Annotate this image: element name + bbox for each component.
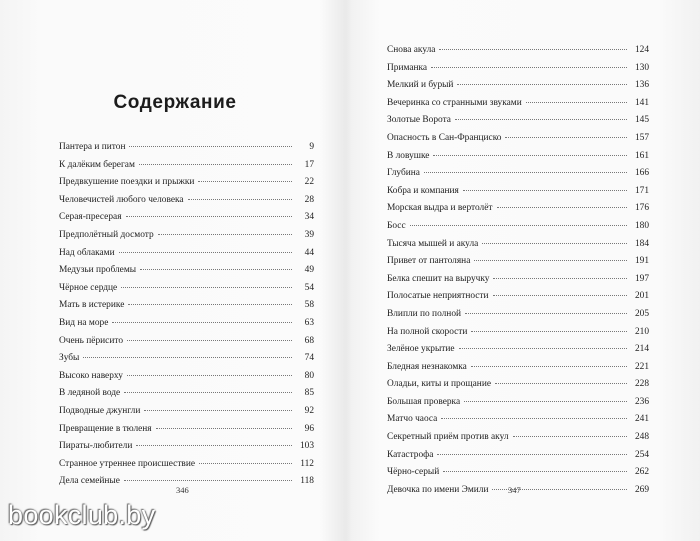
toc-entry-page: 171: [634, 185, 649, 196]
page-number: 346: [176, 485, 189, 495]
dot-leader: [464, 401, 627, 402]
toc-entry: [387, 341, 649, 359]
toc-entry-title: Большая проверка: [387, 396, 461, 407]
toc-entry-page: 22: [304, 177, 314, 188]
toc-entry-title: Дела семейные: [59, 476, 120, 487]
watermark: bookclub.by: [8, 500, 156, 530]
toc-entry-page: 254: [634, 449, 649, 460]
dot-leader: [457, 84, 627, 85]
toc-entry: [387, 60, 649, 78]
toc-entry-page: 9: [309, 142, 314, 152]
toc-entry: [59, 333, 314, 351]
toc-entry: [387, 253, 649, 271]
dot-leader: [127, 340, 292, 341]
toc-entry-title: Зубы: [59, 353, 80, 364]
toc-entry-page: 17: [304, 159, 314, 170]
toc-entry-title: Кобра и компания: [387, 185, 459, 196]
toc-entry-page: 130: [634, 62, 649, 73]
dot-leader: [144, 410, 292, 411]
toc-entry-title: Серая-пресерая: [59, 212, 122, 223]
toc-entry-page: 63: [304, 317, 314, 328]
toc-entry: [59, 350, 314, 368]
dot-leader: [127, 375, 292, 376]
toc-entry-page: 157: [634, 132, 649, 143]
dot-leader: [112, 322, 292, 323]
dot-leader: [431, 67, 627, 68]
toc-entry-title: Катастрофа: [387, 449, 434, 460]
toc-entry: [387, 359, 649, 377]
toc-entry-page: 34: [304, 212, 314, 223]
toc-entry: [387, 288, 649, 306]
toc-entry: [59, 280, 314, 298]
toc-entry: [387, 447, 649, 465]
dot-leader: [433, 155, 627, 156]
toc-entry: [59, 421, 314, 439]
toc-entry: [387, 429, 649, 447]
toc-entry: [59, 245, 314, 263]
toc-entry: [387, 376, 649, 394]
toc-entry-page: 262: [634, 467, 649, 478]
toc-entry-title: К далёким берегам: [59, 159, 135, 170]
toc-entry-page: 166: [634, 168, 649, 179]
toc-entry-page: 228: [634, 379, 649, 390]
toc-entry: [387, 130, 649, 148]
dot-leader: [439, 49, 627, 50]
toc-entry-page: 44: [304, 247, 314, 258]
toc-entry: [387, 324, 649, 342]
toc-entry-title: Предполётный досмотр: [59, 229, 154, 240]
toc-entry-title: Пантера и питон: [59, 142, 126, 152]
dot-leader: [128, 304, 292, 305]
toc-entry-title: Вечеринка со странными звуками: [387, 97, 522, 108]
toc-entry: [59, 297, 314, 315]
dot-leader: [437, 454, 627, 455]
toc-entry-title: Влипли по полной: [387, 308, 462, 319]
toc-entry: [59, 157, 314, 175]
toc-entry-title: Странное утреннее происшествие: [59, 458, 196, 469]
toc-entry: [387, 112, 649, 130]
toc-entry: [59, 192, 314, 210]
dot-leader: [198, 181, 292, 182]
dot-leader: [124, 480, 292, 481]
dot-leader: [495, 383, 627, 384]
dot-leader: [474, 260, 627, 261]
toc-entry-title: Глубина: [387, 168, 420, 179]
toc-entry-title: Мать в истерике: [59, 300, 125, 311]
toc-entry-page: 124: [634, 45, 649, 55]
toc-entry-title: Привет от пантоляна: [387, 256, 471, 267]
toc-entry-page: 68: [304, 335, 314, 346]
dot-leader: [424, 172, 627, 173]
toc-entry-page: 184: [634, 238, 649, 249]
toc-entry-title: Босс: [387, 220, 406, 231]
toc-entry: [387, 218, 649, 236]
dot-leader: [158, 234, 292, 235]
toc-entry: [59, 403, 314, 421]
dot-leader: [526, 102, 627, 103]
toc-entry: [387, 200, 649, 218]
toc-entry-page: 191: [634, 256, 649, 267]
toc-entry: [387, 464, 649, 482]
dot-leader: [471, 366, 627, 367]
dot-leader: [136, 445, 292, 446]
toc-entry-page: 214: [634, 344, 649, 355]
dot-leader: [124, 392, 292, 393]
toc-entry: [387, 271, 649, 289]
toc-entry-title: Медузьи проблемы: [59, 265, 137, 276]
toc-entry-page: 49: [304, 265, 314, 276]
toc-entry-page: 54: [304, 282, 314, 293]
dot-leader: [505, 137, 627, 138]
toc-entry-title: Чёрное сердце: [59, 282, 118, 293]
toc-entry-title: Высоко наверху: [59, 370, 123, 381]
toc-entry-page: 248: [634, 432, 649, 443]
toc-entry-page: 92: [304, 405, 314, 416]
toc-entry-title: Матчо чаоса: [387, 414, 438, 425]
dot-leader: [139, 164, 292, 165]
toc-entry: [59, 456, 314, 474]
toc-entry-title: Над облаками: [59, 247, 115, 258]
toc-entry-title: Девочка по имени Эмили: [387, 484, 489, 495]
toc-entry-title: В ловушке: [387, 150, 430, 161]
dot-leader: [482, 243, 627, 244]
toc-entry-title: Чёрно-серый: [387, 467, 440, 478]
dot-leader: [199, 463, 292, 464]
toc-entry-page: 28: [304, 194, 314, 205]
toc-entry-page: 96: [304, 423, 314, 434]
toc-entry: [387, 183, 649, 201]
toc-entry-page: 136: [634, 80, 649, 91]
toc-entry-title: Бледная незнакомка: [387, 361, 467, 372]
toc-entry-title: Предвкушение поездки и прыжки: [59, 177, 195, 188]
dot-leader: [471, 331, 627, 332]
dot-leader: [443, 471, 627, 472]
toc-entry-title: Золотые Ворота: [387, 115, 451, 126]
toc-entry-title: Опасность в Сан-Франциско: [387, 132, 502, 143]
toc-entry-page: 269: [634, 484, 649, 495]
toc-entry-title: Белка спешит на выручку: [387, 273, 490, 284]
toc-entry-page: 205: [634, 308, 649, 319]
page-number: 347: [508, 485, 521, 495]
toc-entry-page: 85: [304, 388, 314, 399]
toc-entry-title: Зелёное укрытие: [387, 344, 455, 355]
dot-leader: [493, 295, 627, 296]
toc-entry: [59, 385, 314, 403]
toc-entry-title: На полной скорости: [387, 326, 468, 337]
toc-entry: [387, 165, 649, 183]
toc-entry-page: 39: [304, 229, 314, 240]
toc-entry: [59, 139, 314, 157]
toc-entry-page: 112: [300, 458, 314, 469]
dot-leader: [441, 418, 627, 419]
toc-entry: [59, 315, 314, 333]
toc-entry-page: 241: [634, 414, 649, 425]
toc-entry: [387, 306, 649, 324]
toc-entry: [387, 411, 649, 429]
dot-leader: [156, 428, 292, 429]
toc-entry-title: Пираты-любители: [59, 441, 133, 452]
toc-entry: [387, 394, 649, 412]
page-title: Содержание: [113, 92, 237, 113]
dot-leader: [188, 199, 292, 200]
toc-entry: [387, 42, 649, 60]
dot-leader: [493, 278, 627, 279]
toc-entry-title: Полосатые неприятности: [387, 291, 489, 302]
toc-entry-title: Мелкий и бурый: [387, 80, 454, 91]
toc-entry-page: 74: [304, 353, 314, 364]
toc-entry-page: 221: [634, 361, 649, 372]
toc-entry: [387, 148, 649, 166]
toc-entry-title: Снова акула: [387, 45, 436, 55]
toc-list-right: [387, 42, 649, 499]
dot-leader: [140, 269, 292, 270]
toc-entry: [387, 95, 649, 113]
dot-leader: [465, 313, 627, 314]
dot-leader: [459, 348, 627, 349]
dot-leader: [455, 119, 627, 120]
toc-entry: [59, 438, 314, 456]
toc-entry-title: Очень пёрисито: [59, 335, 124, 346]
toc-entry: [59, 262, 314, 280]
toc-entry-title: Превращение в тюленя: [59, 423, 152, 434]
toc-entry-page: 180: [634, 220, 649, 231]
toc-entry-title: Тысяча мышей и акула: [387, 238, 479, 249]
toc-entry-title: В ледяной воде: [59, 388, 121, 399]
toc-entry-title: Морская выдра и вертолёт: [387, 203, 493, 214]
toc-entry: [59, 368, 314, 386]
toc-entry-page: 80: [304, 370, 314, 381]
toc-entry-title: Оладьи, киты и прощание: [387, 379, 491, 390]
toc-entry-title: Человечистей любого человека: [59, 194, 184, 205]
toc-entry-page: 141: [634, 97, 649, 108]
toc-entry-title: Секретный приём против акул: [387, 432, 509, 443]
toc-entry: [387, 236, 649, 254]
toc-entry-page: 176: [634, 203, 649, 214]
dot-leader: [497, 207, 628, 208]
dot-leader: [463, 190, 627, 191]
toc-entry-page: 201: [634, 291, 649, 302]
dot-leader: [121, 287, 292, 288]
toc-entry: [387, 77, 649, 95]
toc-entry-page: 236: [634, 396, 649, 407]
toc-entry-title: Подводные джунгли: [59, 405, 141, 416]
toc-entry: [59, 209, 314, 227]
toc-entry-page: 145: [634, 115, 649, 126]
toc-list-left: [59, 139, 314, 491]
toc-entry-page: 161: [634, 150, 649, 161]
toc-entry-page: 118: [300, 476, 314, 487]
toc-entry-title: Вид на море: [59, 317, 109, 328]
dot-leader: [126, 216, 292, 217]
toc-entry: [59, 227, 314, 245]
toc-entry-page: 197: [634, 273, 649, 284]
toc-entry-page: 103: [299, 441, 314, 452]
dot-leader: [410, 225, 627, 226]
dot-leader: [129, 146, 292, 147]
toc-entry-page: 58: [304, 300, 314, 311]
toc-entry: [59, 174, 314, 192]
dot-leader: [83, 357, 292, 358]
toc-entry-title: Приманка: [387, 62, 428, 73]
dot-leader: [513, 436, 627, 437]
toc-entry-page: 210: [634, 326, 649, 337]
right-page: [350, 0, 700, 541]
dot-leader: [119, 252, 292, 253]
